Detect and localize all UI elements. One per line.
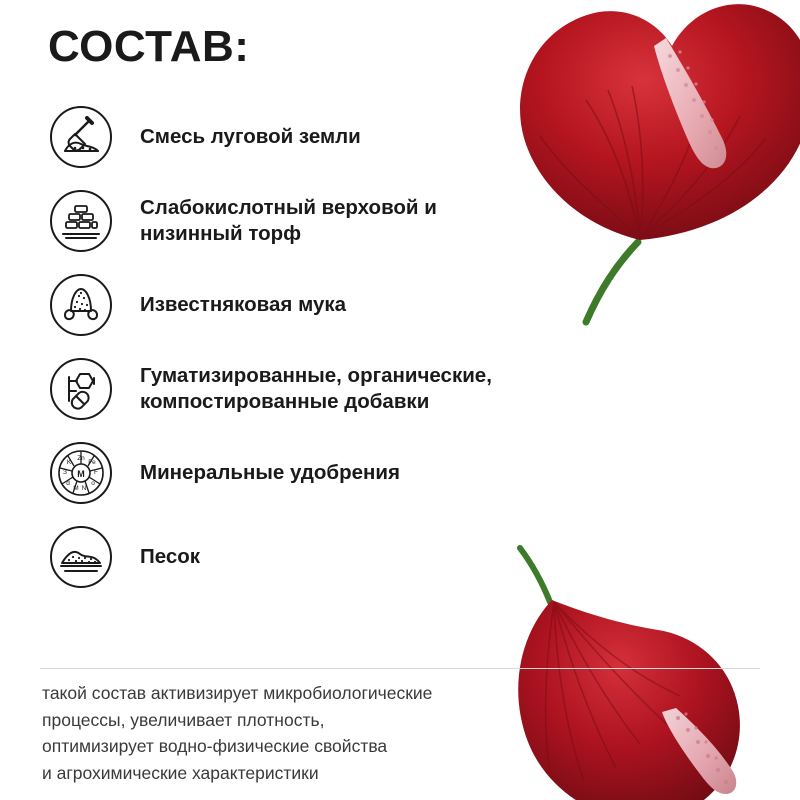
- svg-text:З: З: [63, 469, 67, 476]
- footer-description: [42, 680, 542, 786]
- list-item-label: Смесь луговой земли: [140, 124, 361, 148]
- svg-text:d: d: [66, 480, 70, 487]
- page-title: СОСТАВ:: [48, 22, 250, 71]
- footer-divider: [40, 668, 760, 669]
- list-item-label: Песок: [140, 544, 201, 568]
- svg-text:M: M: [77, 469, 85, 479]
- svg-text:Fe: Fe: [88, 459, 96, 466]
- organic-additives-icon: [48, 356, 114, 422]
- footer-line: такой состав активизирует микробиологические: [42, 683, 433, 703]
- list-item-label: Слабокислотный верховой и низинный торф: [140, 195, 437, 245]
- svg-text:K: K: [66, 459, 72, 466]
- peat-layers-icon: [48, 188, 114, 254]
- list-item-label: Гуматизированные, органические, компостированные добавки: [140, 363, 492, 413]
- svg-text:M: M: [73, 485, 79, 492]
- list-item: [48, 272, 608, 338]
- list-item: [48, 104, 608, 170]
- footer-line: оптимизирует водно-физические свойства: [42, 736, 388, 757]
- ingredients-list: [48, 104, 608, 608]
- limestone-flour-icon: [48, 272, 114, 338]
- svg-text:F: F: [94, 469, 98, 476]
- svg-text:o: o: [91, 480, 95, 487]
- list-item: [48, 524, 608, 590]
- footer-line: процессы, увеличивает плотность,: [42, 709, 325, 730]
- list-item: [48, 188, 608, 254]
- list-item: [48, 440, 608, 506]
- footer-line: и агрохимические характеристики: [42, 762, 319, 783]
- svg-text:Zn: Zn: [77, 455, 85, 462]
- shovel-soil-icon: [48, 104, 114, 170]
- sand-icon: [48, 524, 114, 590]
- svg-text:N: N: [81, 485, 87, 492]
- mineral-fertilizer-icon: [48, 440, 114, 506]
- list-item-label: Известняковая мука: [140, 292, 347, 316]
- list-item-label: Минеральные удобрения: [140, 460, 400, 484]
- list-item: [48, 356, 608, 422]
